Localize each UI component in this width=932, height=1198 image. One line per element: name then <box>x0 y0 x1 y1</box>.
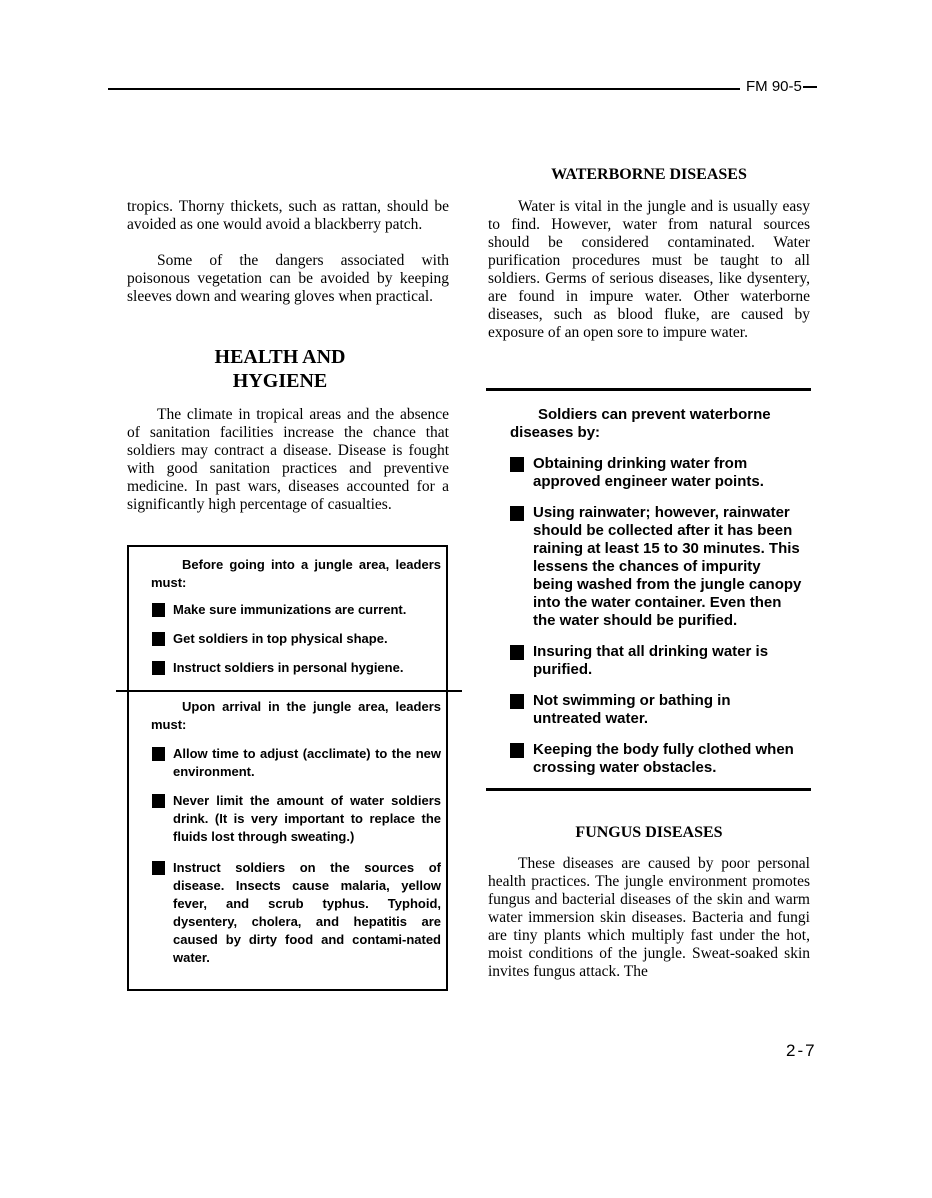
heading-line-2: HYGIENE <box>232 370 328 392</box>
arrival-section <box>151 698 441 967</box>
list-item <box>151 630 441 648</box>
list-item-text: Not swimming or bathing in untreated water. <box>533 692 731 727</box>
list-item <box>510 692 802 728</box>
heading-line-1: HEALTH AND <box>214 346 346 368</box>
list-item-text: Get soldiers in top physical shape. <box>173 631 388 646</box>
paragraph-water: Water is vital in the jungle and is usually easy to find. However, water from natural sources should be considered contaminated. Water purification procedures must be taught to all soldiers. Germs of serious diseases, like dysentery, are found in impure water. Other waterborne diseases, such as blood fluke, are caused by exposure of an open sore to impure water. <box>488 198 810 341</box>
page-number: 2-7 <box>786 1041 817 1060</box>
manual-code-text: FM 90-5 <box>746 78 802 95</box>
list-item-text: Obtaining drinking water from approved engineer water points. <box>533 455 764 490</box>
box-divider <box>116 690 462 692</box>
right-column-water <box>488 198 810 342</box>
before-jungle-section <box>151 556 441 677</box>
list-item <box>510 504 802 630</box>
list-item <box>151 792 441 846</box>
square-bullet-icon <box>510 506 524 521</box>
paragraph-fungus: These diseases are caused by poor personal health practices. The jungle environment promotes fungus and bacterial diseases of the skin and warm water immersion skin diseases. Bacteria and fungi are tiny plants which multiply fast under the hot, moist conditions of the jungle. Sweat-soaked skin invites fungus attack. The <box>488 855 810 980</box>
prevention-intro: Soldiers can prevent waterborne diseases by: <box>510 406 771 441</box>
list-item <box>151 859 441 967</box>
waterborne-prevention-callout <box>510 406 802 777</box>
header-dash <box>803 86 817 88</box>
arrival-intro: Upon arrival in the jungle area, leaders must: <box>151 699 441 732</box>
list-item <box>151 601 441 619</box>
square-bullet-icon <box>152 661 165 675</box>
square-bullet-icon <box>152 603 165 617</box>
list-item-text: Never limit the amount of water soldiers drink. (It is very important to replace the fluids lost through sweating.) <box>173 793 441 844</box>
square-bullet-icon <box>510 457 524 472</box>
list-item-text: Instruct soldiers on the sources of disease. Insects cause malaria, yellow fever, and scrub typhus. Typhoid, dysentery, cholera, and hepatitis are caused by dirty food and contami-nated water. <box>173 860 441 965</box>
square-bullet-icon <box>152 747 165 761</box>
section-heading-fungus: FUNGUS DISEASES <box>575 824 723 841</box>
list-item-text: Keeping the body fully clothed when crossing water obstacles. <box>533 741 794 776</box>
callout-top-rule <box>486 388 811 391</box>
list-item <box>510 741 802 777</box>
list-item-text: Instruct soldiers in personal hygiene. <box>173 660 404 675</box>
list-item-text: Using rainwater; however, rainwater should be collected after it has been raining at least 15 to 30 minutes. This lessens the chances of impurity being washed from the jungle canopy into the water container. Even then the water should be purified. <box>533 504 802 629</box>
left-column-health <box>127 406 449 514</box>
square-bullet-icon <box>152 861 165 875</box>
section-heading-health <box>127 345 433 393</box>
list-item <box>510 455 802 491</box>
list-item-text: Insuring that all drinking water is purified. <box>533 643 769 678</box>
list-item <box>510 643 802 679</box>
list-item-text: Make sure immunizations are current. <box>173 602 407 617</box>
before-intro: Before going into a jungle area, leaders must: <box>151 557 441 590</box>
square-bullet-icon <box>510 743 524 758</box>
square-bullet-icon <box>152 632 165 646</box>
square-bullet-icon <box>510 645 524 660</box>
list-item <box>151 745 441 781</box>
list-item-text: Allow time to adjust (acclimate) to the new environment. <box>173 746 441 779</box>
right-column-fungus <box>488 855 810 981</box>
paragraph-thickets: tropics. Thorny thickets, such as rattan, should be avoided as one would avoid a blackberry patch. <box>127 198 449 233</box>
manual-code <box>746 78 817 95</box>
callout-bottom-rule <box>486 788 811 791</box>
paragraph-climate: The climate in tropical areas and the absence of sanitation facilities increase the chance that soldiers may contract a disease. Disease is fought with good sanitation practices and preventive medicine. In past wars, diseases accounted for a significantly high percentage of casualties. <box>127 406 449 513</box>
section-heading-waterborne: WATERBORNE DISEASES <box>551 166 747 183</box>
paragraph-poisonous-vegetation: Some of the dangers associated with poisonous vegetation can be avoided by keeping sleeves down and wearing gloves when practical. <box>127 252 449 305</box>
square-bullet-icon <box>510 694 524 709</box>
square-bullet-icon <box>152 794 165 808</box>
list-item <box>151 659 441 677</box>
header-rule <box>108 88 740 90</box>
left-column-top <box>127 198 449 306</box>
